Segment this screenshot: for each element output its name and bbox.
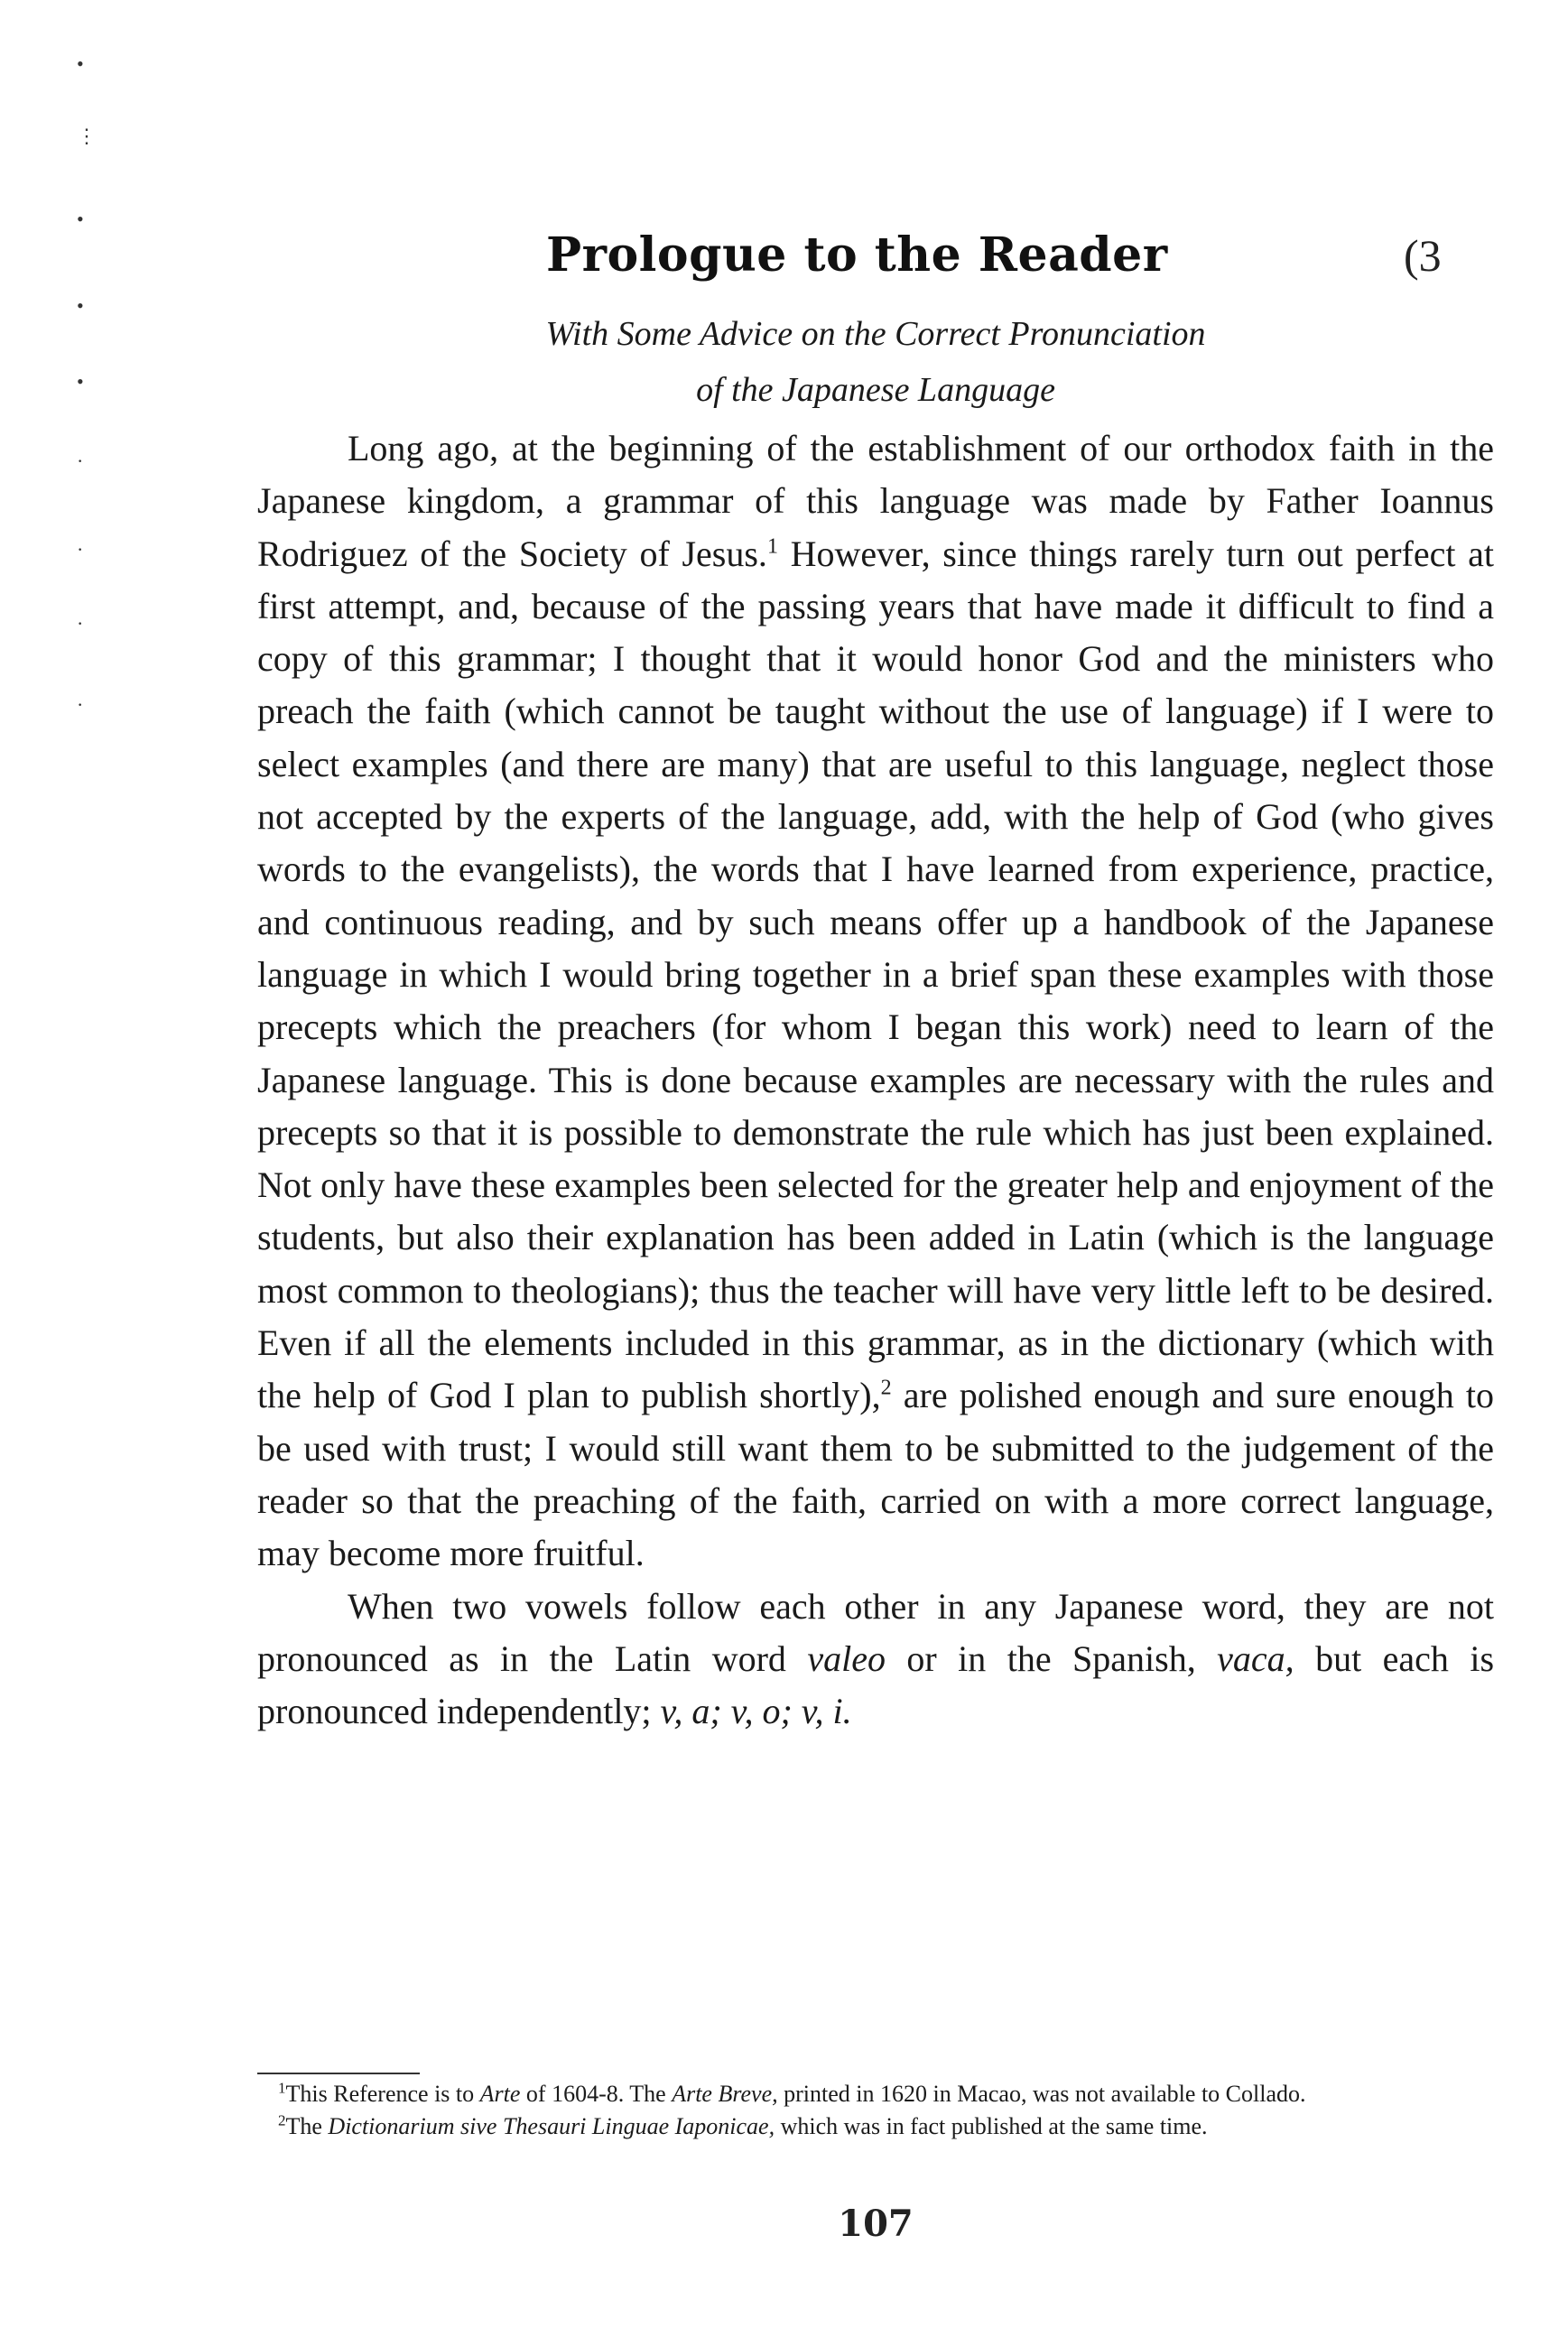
margin-mark: • [77, 294, 84, 317]
paragraph-1-text-c: are polished enough and sure enough to be used with trust; I would still want them to be submitted to the judgement of the reader so that the preaching of the faith, carried on with a more correct language, may become more fruitful. [257, 1375, 1495, 1574]
footnote-1-title-arte-breve: Arte Breve, [672, 2081, 778, 2107]
margin-mark: • [77, 52, 84, 75]
footnote-1-text-b: of 1604-8. The [520, 2081, 673, 2107]
paragraph-1-text-a: Long ago, at the beginning of the establishment of our orthodox faith in the Japanese kingdom, a grammar of this language was made by Father Ioannus Rodriguez of the Society of Jesus. [257, 428, 1494, 574]
paragraph-2-text-a: When two vowels follow each other in any Japanese word, they are not pronounced as in the Latin word [257, 1585, 1494, 1679]
paragraph-1 [257, 422, 1494, 1581]
subtitle-line-1: With Some Advice on the Correct Pronunciation [545, 315, 1206, 353]
margin-mark: · [77, 693, 84, 716]
margin-mark: · [77, 450, 84, 472]
latin-word: valeo [807, 1637, 886, 1679]
paragraph-2-text-b: or in the Spanish, [885, 1637, 1218, 1679]
margin-mark: • [77, 370, 84, 393]
footnote-2 [242, 2112, 1497, 2141]
footnote-2-title-dictionarium: Dictionarium sive Thesauri Linguae Iaponicae, [328, 2113, 775, 2139]
footnote-ref-2[interactable]: 2 [880, 1377, 892, 1401]
footnote-ref-1[interactable]: 1 [766, 534, 778, 559]
footnotes [242, 2080, 1497, 2141]
footnote-1-title-arte: Arte [479, 2081, 521, 2107]
footnote-2-text-a: The [285, 2113, 329, 2139]
footnote-divider [257, 2073, 420, 2074]
vowel-examples: v, a; v, o; v, i. [660, 1691, 852, 1732]
paragraph-2-text-c: but each is pronounced independently; [257, 1637, 1495, 1732]
page-number: 107 [838, 2203, 914, 2245]
footnote-1-text-a: This Reference is to [285, 2081, 480, 2107]
spanish-word: vaca, [1217, 1637, 1294, 1679]
section-marker: (3 [1404, 230, 1442, 281]
footnote-1-marker: 1 [278, 2079, 286, 2097]
margin-mark: ⋮ [77, 125, 97, 147]
paragraph-1-text-b: However, since things rarely turn out perfect at first attempt, and, because of the passing years that have made it difficult to find a copy of this grammar; I thought that it would honor God and the ministers who preach the faith (which cannot be taught without the use of language) if I were to select examples (and there are many) that are useful to this language, neglect those not accepted by the experts of the language, add, with the help of God (who gives words to the evangelists), the words that I have learned from experience, practice, and continuous reading, and by such means offer up a handbook of the Japanese language in which I would bring together in a brief span these examples with those precepts which the preachers (for whom I began this work) need to learn of the Japanese language. This is done because examples are necessary with the rules and precepts so that it is possible to demonstrate the rule which has just been explained. Not only have these examples been selected for the greater help and enjoyment of the students, but also their explanation has been added in Latin (which is the language most common to theologians); thus the teacher will have very little left to be desired. Even if all the elements included in this grammar, as in the dictionary (which with the help of God I plan to publish shortly), [257, 533, 1495, 1416]
body-text [257, 422, 1494, 1738]
page-title: Prologue to the Reader [546, 227, 1168, 283]
footnote-1-text-c: printed in 1620 in Macao, was not available to Collado. [777, 2081, 1306, 2107]
subtitle-line-2: of the Japanese Language [696, 371, 1055, 409]
margin-mark: · [77, 538, 84, 561]
margin-mark: • [77, 208, 84, 230]
footnote-2-marker: 2 [278, 2111, 286, 2129]
margin-mark: · [77, 612, 84, 635]
margin-artifacts [77, 0, 113, 2328]
heading-row [257, 227, 1494, 300]
footnote-2-text-b: which was in fact published at the same time. [775, 2113, 1208, 2139]
paragraph-2 [257, 1581, 1494, 1739]
footnote-1 [242, 2080, 1497, 2109]
